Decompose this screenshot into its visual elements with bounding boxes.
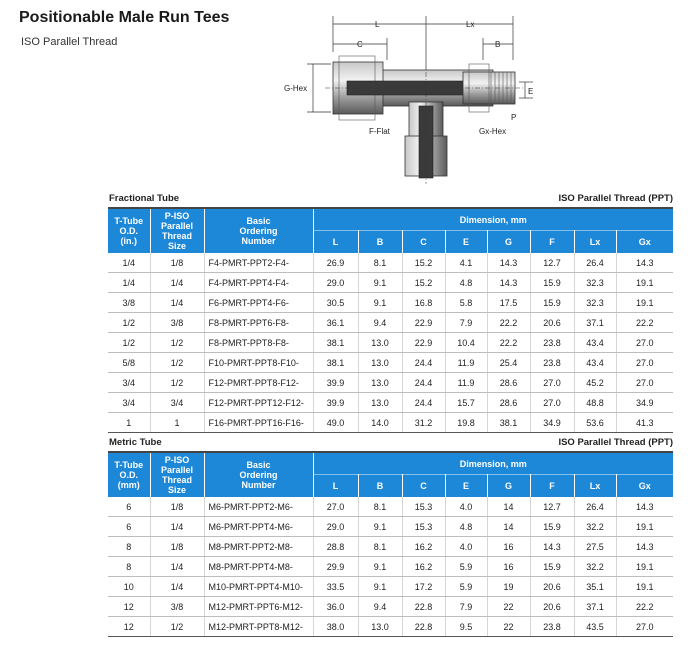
table-row [108,597,673,617]
dimension-cell: 26.4 [574,253,616,273]
dimension-cell: 13.0 [358,353,402,373]
tube-od-cell: 3/4 [108,393,150,413]
dimension-cell: 49.0 [313,413,358,433]
dimension-cell: 19.8 [445,413,487,433]
table-row [108,273,673,293]
dimension-cell: 9.1 [358,577,402,597]
dimension-cell: 16.8 [402,293,445,313]
tube-od-cell: 12 [108,617,150,637]
dimension-cell: 8.1 [358,497,402,517]
dimension-cell: 36.0 [313,597,358,617]
ordering-number-cell: M10-PMRT-PPT4-M10- [204,577,313,597]
dim-label-b: B [495,40,501,49]
dimension-cell: 15.2 [402,253,445,273]
dimension-cell: 48.8 [574,393,616,413]
dim-label-gx-hex: Gx-Hex [479,127,507,136]
thread-size-cell: 1/4 [150,517,204,537]
col-dimension: Dimension, mm [313,208,673,231]
table-row [108,333,673,353]
thread-size-cell: 1/8 [150,497,204,517]
dimension-cell: 22.2 [487,333,530,353]
tube-od-cell: 8 [108,537,150,557]
dimension-cell: 15.9 [530,517,574,537]
thread-size-cell: 1/8 [150,537,204,557]
dimension-cell: 22.9 [402,313,445,333]
dimension-cell: 22.2 [616,313,673,333]
table-row [108,497,673,517]
dimension-cell: 8.1 [358,537,402,557]
ordering-number-cell: F6-PMRT-PPT4-F6- [204,293,313,313]
dimension-cell: 27.0 [313,497,358,517]
table-row [108,517,673,537]
dimension-cell: 14.3 [530,537,574,557]
dimension-cell: 5.9 [445,577,487,597]
dim-label-l: L [375,20,380,29]
col-dim-f: F [530,475,574,498]
tube-od-cell: 1/2 [108,333,150,353]
dimension-cell: 14.3 [487,253,530,273]
dimension-cell: 17.5 [487,293,530,313]
tube-od-cell: 5/8 [108,353,150,373]
fitting-drawing [283,12,543,184]
tube-od-cell: 6 [108,497,150,517]
col-dim-gx: Gx [616,475,673,498]
col-tube-od: T-Tube O.D. (mm) [108,452,150,497]
ordering-number-cell: M6-PMRT-PPT4-M6- [204,517,313,537]
dimension-cell: 5.9 [445,557,487,577]
dimension-cell: 9.1 [358,293,402,313]
dimension-cell: 22 [487,597,530,617]
dimension-cell: 27.0 [616,617,673,637]
dimension-cell: 20.6 [530,577,574,597]
dimension-cell: 16.2 [402,557,445,577]
dimension-cell: 7.9 [445,597,487,617]
dimension-cell: 19.1 [616,273,673,293]
dimension-cell: 22.9 [402,333,445,353]
dimension-cell: 11.9 [445,353,487,373]
metric-tube-section [108,437,673,637]
ordering-number-cell: F12-PMRT-PPT8-F12- [204,373,313,393]
fractional-thread-label: ISO Parallel Thread (PPT) [558,193,673,204]
metric-label: Metric Tube [109,437,162,448]
dimension-cell: 13.0 [358,373,402,393]
table-row [108,537,673,557]
dimension-cell: 31.2 [402,413,445,433]
dimension-cell: 9.5 [445,617,487,637]
thread-size-cell: 1/2 [150,373,204,393]
tube-od-cell: 1/2 [108,313,150,333]
dimension-cell: 26.9 [313,253,358,273]
dimension-cell: 27.0 [530,373,574,393]
dim-label-p: P [511,113,517,122]
dimension-cell: 4.0 [445,497,487,517]
ordering-number-cell: M8-PMRT-PPT2-M8- [204,537,313,557]
dimension-cell: 24.4 [402,373,445,393]
table-row [108,557,673,577]
dimension-cell: 43.5 [574,617,616,637]
thread-size-cell: 1/2 [150,353,204,373]
dimension-cell: 19.1 [616,517,673,537]
thread-size-cell: 1/8 [150,253,204,273]
dimension-cell: 28.6 [487,373,530,393]
tube-od-cell: 1/4 [108,253,150,273]
dimension-cell: 19.1 [616,293,673,313]
tube-od-cell: 10 [108,577,150,597]
dimension-cell: 16 [487,537,530,557]
dimension-cell: 34.9 [530,413,574,433]
dimension-cell: 14.3 [616,497,673,517]
dimension-cell: 20.6 [530,313,574,333]
dimension-cell: 27.5 [574,537,616,557]
ordering-number-cell: F4-PMRT-PPT2-F4- [204,253,313,273]
col-dimension: Dimension, mm [313,452,673,475]
table-row [108,313,673,333]
dimension-cell: 36.1 [313,313,358,333]
dimension-cell: 27.0 [616,333,673,353]
dimension-cell: 24.4 [402,353,445,373]
dimension-cell: 22.2 [616,597,673,617]
col-dim-c: C [402,475,445,498]
dimension-cell: 4.1 [445,253,487,273]
tube-od-cell: 3/4 [108,373,150,393]
ordering-number-cell: F4-PMRT-PPT4-F4- [204,273,313,293]
metric-table [108,451,673,637]
dimension-cell: 15.9 [530,293,574,313]
dimension-cell: 33.5 [313,577,358,597]
dimension-cell: 7.9 [445,313,487,333]
dimension-cell: 15.9 [530,273,574,293]
fractional-label: Fractional Tube [109,193,180,204]
tube-od-cell: 12 [108,597,150,617]
dimension-cell: 22 [487,617,530,637]
thread-size-cell: 1/2 [150,617,204,637]
dimension-cell: 53.6 [574,413,616,433]
dimension-cell: 15.3 [402,517,445,537]
thread-size-cell: 1/2 [150,333,204,353]
col-dim-l: L [313,231,358,254]
thread-size-cell: 3/8 [150,597,204,617]
dimension-cell: 12.7 [530,497,574,517]
table-row [108,293,673,313]
dim-label-g-hex: G-Hex [284,84,308,93]
dim-label-c: C [357,40,363,49]
dimension-cell: 22.8 [402,617,445,637]
col-dim-f: F [530,231,574,254]
fractional-section-header [108,193,673,207]
dimension-cell: 9.1 [358,517,402,537]
dimension-cell: 14.3 [487,273,530,293]
dimension-cell: 23.8 [530,353,574,373]
fractional-tube-section [108,193,673,433]
table-row [108,617,673,637]
dimension-cell: 32.3 [574,293,616,313]
col-dim-b: B [358,475,402,498]
dimension-cell: 23.8 [530,333,574,353]
dimension-cell: 45.2 [574,373,616,393]
dimension-cell: 29.0 [313,517,358,537]
dimension-cell: 5.8 [445,293,487,313]
col-dim-g: G [487,475,530,498]
dimension-cell: 13.0 [358,333,402,353]
dimension-cell: 34.9 [616,393,673,413]
ordering-number-cell: F8-PMRT-PPT8-F8- [204,333,313,353]
dimension-cell: 27.0 [616,373,673,393]
col-tube-od: T-Tube O.D. (in.) [108,208,150,253]
dimension-cell: 30.5 [313,293,358,313]
ordering-number-cell: F10-PMRT-PPT8-F10- [204,353,313,373]
dimension-cell: 9.4 [358,313,402,333]
dimension-cell: 37.1 [574,313,616,333]
col-thread-size: P-ISO Parallel Thread Size [150,208,204,253]
col-dim-lx: Lx [574,231,616,254]
thread-size-cell: 1/4 [150,577,204,597]
thread-size-cell: 3/8 [150,313,204,333]
dimension-cell: 43.4 [574,353,616,373]
dimension-cell: 14 [487,517,530,537]
fractional-table [108,207,673,433]
dimension-cell: 20.6 [530,597,574,617]
ordering-number-cell: M6-PMRT-PPT2-M6- [204,497,313,517]
dim-label-f-flat: F-Flat [369,127,390,136]
col-dim-l: L [313,475,358,498]
col-thread-size: P-ISO Parallel Thread Size [150,452,204,497]
table-row [108,393,673,413]
dimension-cell: 16 [487,557,530,577]
ordering-number-cell: F12-PMRT-PPT12-F12- [204,393,313,413]
dimension-cell: 13.0 [358,393,402,413]
dimension-cell: 14.3 [616,253,673,273]
dimension-cell: 12.7 [530,253,574,273]
tube-od-cell: 6 [108,517,150,537]
dimension-cell: 41.3 [616,413,673,433]
col-dim-c: C [402,231,445,254]
col-ordering-number: Basic Ordering Number [204,452,313,497]
dimension-cell: 38.1 [313,353,358,373]
table-row [108,353,673,373]
table-row [108,413,673,433]
dim-label-e: E [528,87,534,96]
dimension-cell: 25.4 [487,353,530,373]
dimension-cell: 24.4 [402,393,445,413]
table-row [108,253,673,273]
dimension-cell: 29.9 [313,557,358,577]
tube-od-cell: 1/4 [108,273,150,293]
dimension-cell: 11.9 [445,373,487,393]
dimension-cell: 17.2 [402,577,445,597]
dimension-cell: 28.6 [487,393,530,413]
dimension-cell: 22.8 [402,597,445,617]
dimension-cell: 27.0 [530,393,574,413]
thread-size-cell: 1/4 [150,293,204,313]
tube-od-cell: 3/8 [108,293,150,313]
col-dim-e: E [445,475,487,498]
dimension-cell: 9.1 [358,273,402,293]
thread-size-cell: 1/4 [150,557,204,577]
dimension-cell: 9.4 [358,597,402,617]
col-dim-g: G [487,231,530,254]
dimension-cell: 32.2 [574,557,616,577]
dimension-cell: 23.8 [530,617,574,637]
dimension-cell: 15.7 [445,393,487,413]
dim-label-lx: Lx [466,20,475,29]
dimension-cell: 14 [487,497,530,517]
dimension-cell: 27.0 [616,353,673,373]
dimension-cell: 19.1 [616,557,673,577]
dimension-cell: 37.1 [574,597,616,617]
dimension-cell: 38.1 [487,413,530,433]
dimension-cell: 15.2 [402,273,445,293]
dimension-cell: 38.0 [313,617,358,637]
dimension-cell: 32.2 [574,517,616,537]
dimension-cell: 10.4 [445,333,487,353]
dimension-cell: 14.0 [358,413,402,433]
ordering-number-cell: F8-PMRT-PPT6-F8- [204,313,313,333]
ordering-number-cell: M8-PMRT-PPT4-M8- [204,557,313,577]
ordering-number-cell: M12-PMRT-PPT8-M12- [204,617,313,637]
page-title: Positionable Male Run Tees [19,9,230,26]
col-dim-gx: Gx [616,231,673,254]
ordering-number-cell: M12-PMRT-PPT6-M12- [204,597,313,617]
dimension-cell: 8.1 [358,253,402,273]
dimension-cell: 19 [487,577,530,597]
tube-od-cell: 8 [108,557,150,577]
col-dim-lx: Lx [574,475,616,498]
dimension-cell: 39.9 [313,373,358,393]
dimension-cell: 39.9 [313,393,358,413]
page-subtitle: ISO Parallel Thread [21,36,118,48]
table-row [108,373,673,393]
dimension-cell: 19.1 [616,577,673,597]
dimension-cell: 29.0 [313,273,358,293]
dimension-cell: 9.1 [358,557,402,577]
dimension-cell: 35.1 [574,577,616,597]
ordering-number-cell: F16-PMRT-PPT16-F16- [204,413,313,433]
dimension-cell: 13.0 [358,617,402,637]
metric-section-header [108,437,673,451]
dimension-cell: 4.8 [445,517,487,537]
col-dim-b: B [358,231,402,254]
tube-od-cell: 1 [108,413,150,433]
thread-size-cell: 3/4 [150,393,204,413]
dimension-cell: 22.2 [487,313,530,333]
dimension-cell: 14.3 [616,537,673,557]
dimension-cell: 16.2 [402,537,445,557]
dimension-cell: 32.3 [574,273,616,293]
col-dim-e: E [445,231,487,254]
metric-thread-label: ISO Parallel Thread (PPT) [558,437,673,448]
thread-size-cell: 1/4 [150,273,204,293]
dimension-cell: 4.0 [445,537,487,557]
dimension-cell: 15.3 [402,497,445,517]
dimension-cell: 4.8 [445,273,487,293]
dimension-cell: 26.4 [574,497,616,517]
dimension-cell: 15.9 [530,557,574,577]
dimension-cell: 43.4 [574,333,616,353]
col-ordering-number: Basic Ordering Number [204,208,313,253]
thread-size-cell: 1 [150,413,204,433]
table-row [108,577,673,597]
dimension-cell: 28.8 [313,537,358,557]
dimension-cell: 38.1 [313,333,358,353]
